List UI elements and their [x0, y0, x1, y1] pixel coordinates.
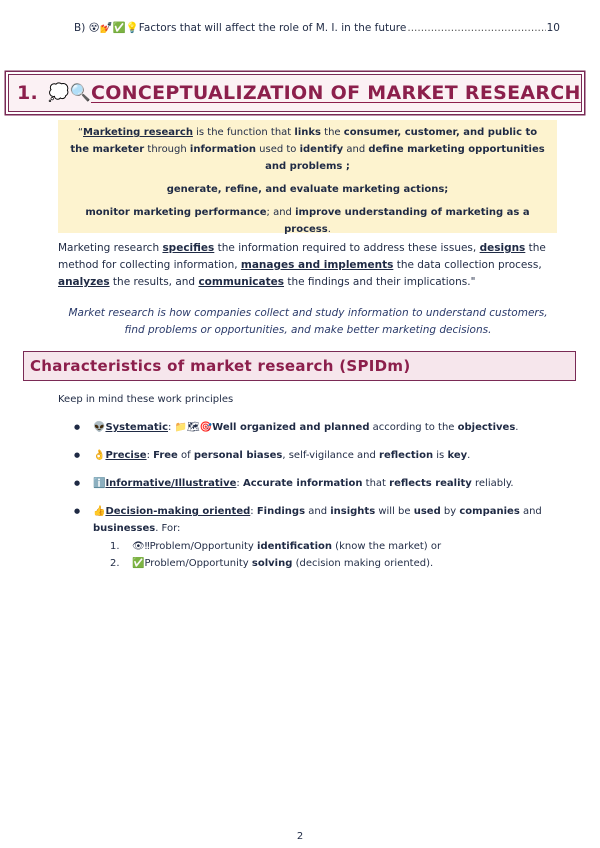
section-heading-1 — [8, 74, 582, 112]
thought-magnifier-icon: 💭🔍 — [48, 83, 91, 103]
toc-entry[interactable] — [74, 21, 560, 34]
list-item-decision-making: ● 👍Decision-making oriented: Findings and insights will be used by companies and businesses. For: — [80, 503, 550, 537]
summary-italic: Market research is how companies collect and study information to understand customers, find problems or opportunities, and make better marketing decisions. — [68, 307, 548, 336]
section-number: 1. — [17, 82, 39, 104]
list-item-informative: ● ℹ️Informative/Illustrative: Accurate information that reflects reality reliably. — [80, 475, 550, 492]
check-mark-icon: ✅ — [132, 558, 145, 569]
keep-in-mind-text: Keep in mind these work principles — [58, 394, 234, 405]
toc-entry-page: 10 — [546, 22, 560, 34]
definition-quote-box — [58, 120, 557, 233]
quote-paragraph-3: monitor marketing performance; and improve understanding of marketing as a process. — [85, 207, 530, 235]
alien-icon: 👽 — [93, 422, 106, 433]
section-title: CONCEPTUALIZATION OF MARKET RESEARCH — [90, 82, 581, 104]
body-paragraph: Marketing research specifies the information required to address these issues, designs the method for collecting information, manages and implements the data collection process, analyzes the results, and communicates the findings and their implications." — [58, 242, 546, 288]
quote-paragraph-1: “Marketing research is the function that links the consumer, customer, and public to the marketer through information used to identify and define marketing opportunities and problems ; — [70, 127, 545, 172]
sub-item-solving: 2. ✅Problem/Opportunity solving (decision making oriented). — [110, 558, 434, 569]
list-item-precise: ● 👌Precise: Free of personal biases, self-vigilance and reflection is key. — [80, 447, 550, 464]
folder-map-target-icon: 📁🗺🎯 — [174, 422, 213, 433]
toc-entry-label: B) 😵💅✅💡Factors that will affect the role of M. I. in the future — [74, 22, 407, 34]
page-number: 2 — [296, 831, 304, 842]
section-heading-2: Characteristics of market research (SPIDm) — [23, 351, 576, 381]
eye-exclamation-icon: 👁‼ — [132, 541, 150, 552]
list-item-systematic: ● 👽Systematic: 📁🗺🎯Well organized and planned according to the objectives. — [80, 419, 550, 436]
quote-paragraph-2: generate, refine, and evaluate marketing actions; — [166, 184, 449, 195]
sub-item-identification: 1. 👁‼Problem/Opportunity identification (know the market) or — [110, 541, 442, 552]
thumbs-up-icon: 👍 — [93, 506, 106, 517]
ok-hand-icon: 👌 — [93, 450, 106, 461]
toc-leader-dots — [407, 22, 545, 34]
info-icon: ℹ️ — [93, 478, 106, 489]
